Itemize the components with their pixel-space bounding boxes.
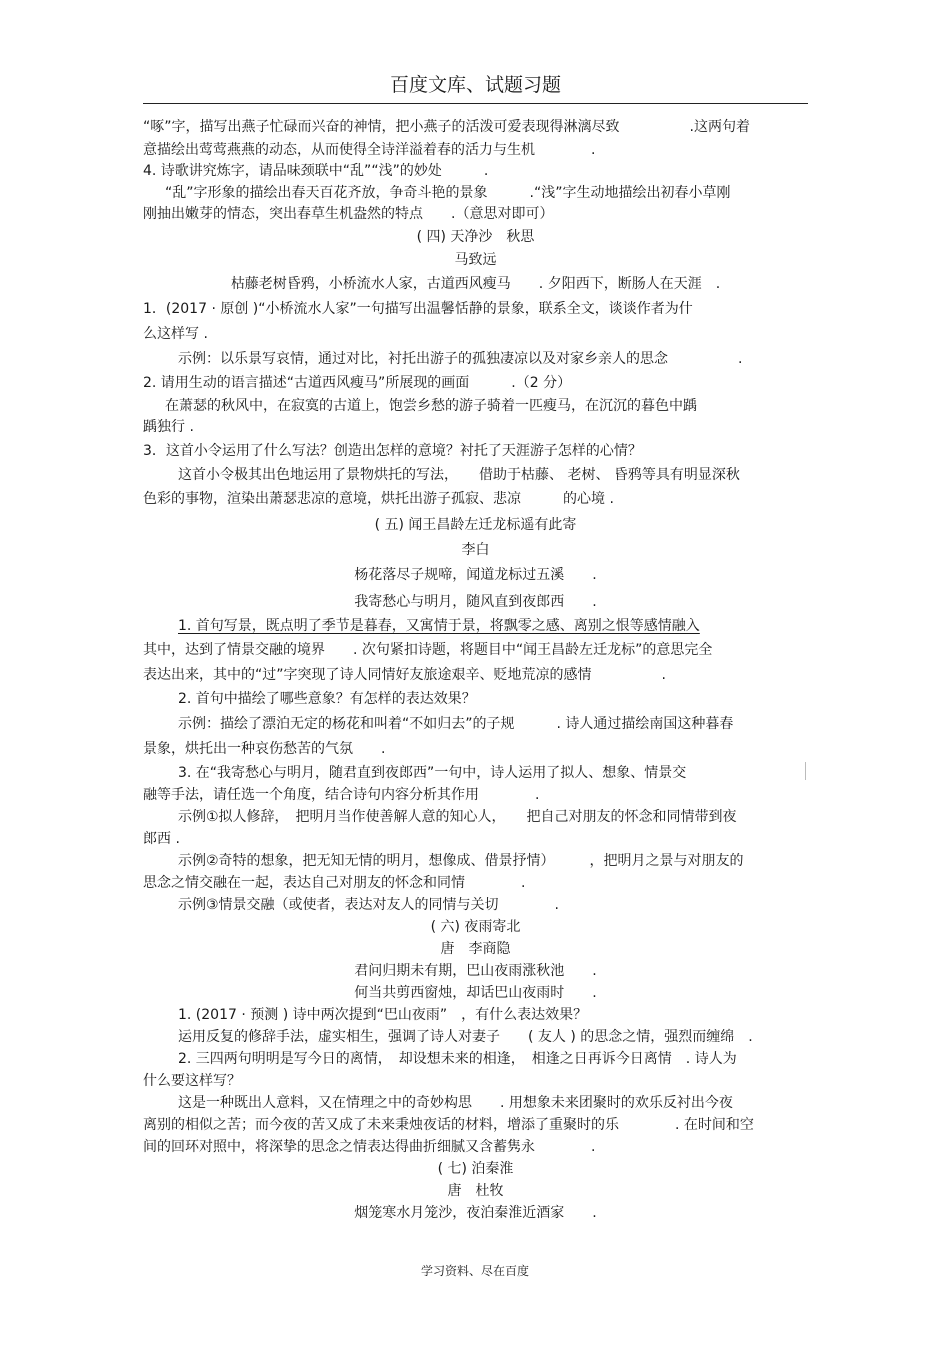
poem-verse: 枯藤老树昏鸦，小桥流水人家，古道西风瘦马 . 夕阳西下，断肠人在天涯 . [230, 276, 721, 292]
page-header [143, 70, 808, 104]
answer-line: 示例：以乐景写哀情，通过对比，衬托出游子的孤独凄凉以及对家乡亲人的思念 . [178, 351, 743, 367]
answer-line: 运用反复的修辞手法，虚实相生，强调了诗人对妻子 ( 友人 ) 的思念之情，强烈而缠绵 . [178, 1029, 753, 1045]
answer-line: 示例③情景交融（或使者，表达对友人的同情与关切 . [178, 897, 559, 913]
answer-line: 在萧瑟的秋风中，在寂寞的古道上，饱尝乡愁的游子骑着一匹瘦马，在沉沉的暮色中踽 [165, 398, 697, 414]
question-line: 3. 在“我寄愁心与明月，随君直到夜郎西”一句中，诗人运用了拟人、想象、情景交 [178, 765, 687, 781]
answer-line: 间的回环对照中，将深挚的思念之情表达得曲折细腻又含蓄隽永 . [143, 1139, 596, 1155]
poem-title: ( 五) 闻王昌龄左迁龙标遥有此寄 [374, 517, 577, 533]
answer-line: 表达出来，其中的“过”字突现了诗人同情好友旅途艰辛、贬地荒凉的感情 . [143, 667, 666, 683]
answer-line: 离别的相似之苦；而今夜的苦又成了未来秉烛夜话的材料，增添了重聚时的乐 . 在时间和空 [143, 1117, 754, 1133]
answer-line: 这是一种既出人意料，又在情理之中的奇妙构思 . 用想象未来团聚时的欢乐反衬出今夜 [178, 1095, 733, 1111]
poem-verse: 我寄愁心与明月，随风直到夜郎西 . [354, 594, 597, 610]
poem-title: ( 七) 泊秦淮 [437, 1161, 514, 1177]
poem-author: 马致远 [454, 252, 497, 268]
footer-text: 学习资料、尽在百度 [420, 1264, 529, 1278]
text-line: 意描绘出莺莺燕燕的动态，从而使得全诗洋溢着春的活力与生机 . [143, 142, 596, 158]
question-line: 2. 三四两句明明是写今日的离情， 却设想未来的相逢， 相逢之日再诉今日离情 . 诗人为 [178, 1051, 737, 1067]
answer-line: 示例②奇特的想象，把无知无情的明月，想像成、借景抒情） ，把明月之景与对朋友的 [178, 853, 744, 869]
question-line: 什么要这样写？ [143, 1073, 241, 1089]
poem-author: 唐 杜牧 [447, 1183, 504, 1199]
poem-author: 唐 李商隐 [440, 941, 511, 957]
poem-title: ( 六) 夜雨寄北 [430, 919, 521, 935]
header-title: 百度文库、试题习题 [389, 74, 561, 96]
answer-line: 刚抽出嫩芽的情态，突出春草生机盎然的特点 .（意思对即可） [143, 206, 554, 222]
question-line: 3．这首小令运用了什么写法？创造出怎样的意境？衬托了天涯游子怎样的心情？ [143, 443, 642, 459]
question-line: 么这样写 . [143, 326, 208, 342]
question-line: 融等手法，请任选一个角度，结合诗句内容分析其作用 . [143, 787, 540, 803]
poem-title: ( 四) 天净沙 秋思 [416, 229, 535, 245]
answer-line: 郎西 . [143, 831, 180, 847]
answer-line: 其中，达到了情景交融的境界 . 次句紧扣诗题，将题目中“闻王昌龄左迁龙标”的意思完全 [143, 642, 713, 658]
question-line: 1. (2017 · 预测 ) 诗中两次提到“巴山夜雨” ，有什么表达效果？ [178, 1007, 588, 1023]
question-line: 2. 请用生动的语言描述“古道西风瘦马”所展现的画面 .（2 分） [143, 375, 572, 391]
page-footer [0, 1262, 950, 1279]
answer-line: 示例①拟人修辞， 把明月当作使善解人意的知心人， 把自己对朋友的怀念和同情带到夜 [178, 809, 737, 825]
poem-verse: 君问归期未有期，巴山夜雨涨秋池 . [354, 963, 597, 979]
poem-author: 李白 [461, 542, 490, 558]
answer-line: 1. 首句写景，既点明了季节是暮春，又寓情于景，将飘零之感、离别之恨等感情融入 [178, 618, 700, 634]
answer-line: 示例：描绘了漂泊无定的杨花和叫着“不如归去”的子规 . 诗人通过描绘南国这种暮春 [178, 716, 734, 732]
answer-line: 色彩的事物，渲染出萧瑟悲凉的意境，烘托出游子孤寂、悲凉 的心境 . [143, 491, 614, 507]
answer-line: 这首小令极其出色地运用了景物烘托的写法， 借助于枯藤、 老树、 昏鸦等具有明显深秋 [178, 467, 740, 483]
divider [805, 762, 806, 780]
text-line: “啄”字，描写出燕子忙碌而兴奋的神情，把小燕子的活泼可爱表现得淋漓尽致 .这两句着 [143, 119, 750, 135]
answer-line: 思念之情交融在一起，表达自己对朋友的怀念和同情 . [143, 875, 526, 891]
poem-verse: 烟笼寒水月笼沙，夜泊秦淮近酒家 . [354, 1205, 597, 1221]
answer-line: 景象，烘托出一种哀伤愁苦的气氛 . [143, 741, 386, 757]
question-line: 4. 诗歌讲究炼字，请品味颈联中“乱”“浅”的妙处 . [143, 163, 489, 179]
poem-verse: 杨花落尽子规啼，闻道龙标过五溪 . [354, 567, 597, 583]
answer-line: 踽独行 . [143, 419, 194, 435]
answer-line: “乱”字形象的描绘出春天百花齐放，争奇斗艳的景象 .“浅”字生动地描绘出初春小草刚 [165, 185, 731, 201]
poem-verse: 何当共剪西窗烛，却话巴山夜雨时 . [354, 985, 597, 1001]
question-line: 2. 首句中描绘了哪些意象？有怎样的表达效果？ [178, 691, 476, 707]
question-line: 1．(2017 · 原创 )“小桥流水人家”一句描写出温馨恬静的景象，联系全文，谈谈作者为什 [143, 301, 693, 317]
